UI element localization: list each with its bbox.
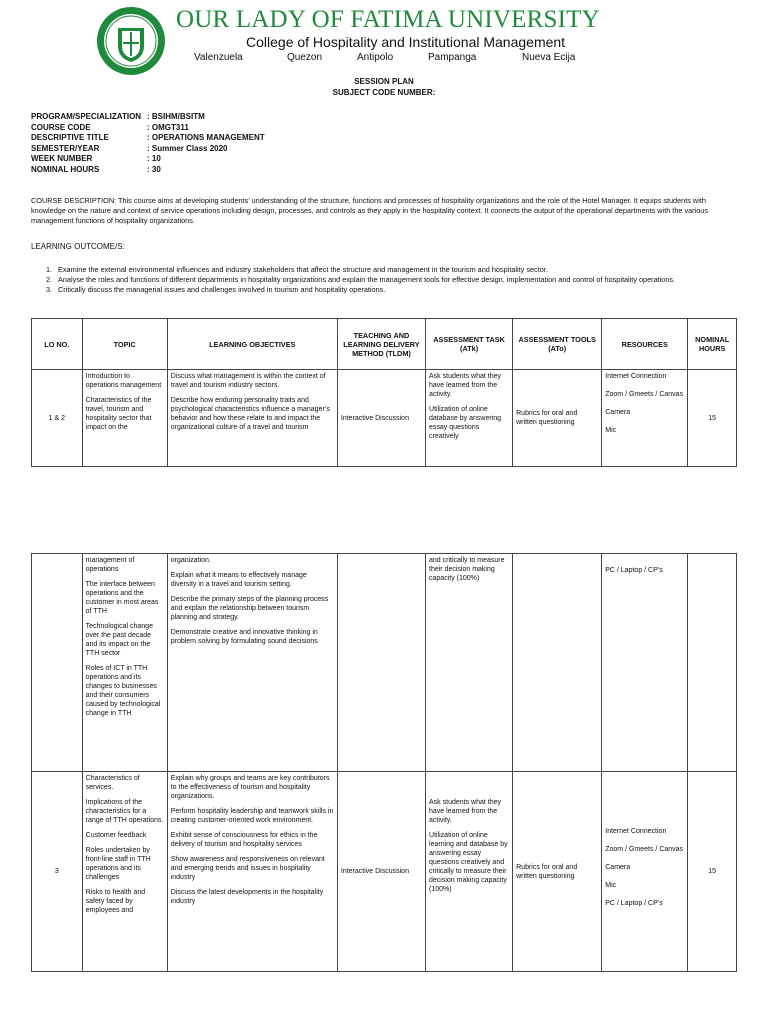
table-row [32, 772, 737, 972]
resources-cell [602, 772, 688, 972]
topic-item: Customer feedback [85, 832, 147, 839]
campus-pampanga: Pampanga [428, 52, 477, 63]
task-item: Ask students what they have learned from the activity. [429, 799, 501, 824]
task-item: and critically to measure their decision making capacity (100%) [429, 557, 505, 582]
campus-valenzuela: Valenzuela [194, 52, 243, 63]
resource-item: Zoom / Gmeets / Canvas [605, 391, 684, 398]
meta-value: : OPERATIONS MANAGEMENT [147, 133, 265, 142]
meta-value: : Summer Class 2020 [147, 143, 228, 153]
col-header-topic: TOPIC [82, 319, 167, 370]
resource-item: Mic [605, 427, 617, 434]
meta-key: NOMINAL HOURS [31, 164, 100, 174]
resource-item: Internet Connection [605, 373, 667, 380]
objective-item: Show awareness and responsiveness on relevant and emerging trends and issues in hospitality industry [170, 856, 325, 881]
meta-row [31, 112, 265, 123]
lo-number: 3 [32, 772, 83, 972]
resource-item: Camera [605, 863, 631, 871]
lo-number [32, 554, 83, 772]
tools-cell [513, 554, 602, 772]
course-meta [31, 112, 265, 175]
table-header-row [32, 319, 737, 370]
meta-row [31, 144, 265, 155]
objectives-cell [167, 370, 337, 467]
objectives-cell [167, 554, 337, 772]
topic-cell [82, 370, 167, 467]
list-number: 2. [46, 275, 53, 284]
col-header-task: ASSESSMENT TASK (ATk) [426, 319, 513, 370]
resources-cell [602, 370, 688, 467]
objective-item: Perform hospitality leadership and teamwork skills in creating customer-oriented work environment. [170, 808, 334, 824]
table-row [32, 370, 737, 467]
list-item [46, 275, 736, 285]
campus-antipolo: Antipolo [357, 52, 394, 63]
topic-item: Implications of the characteristics for a range of TTH operations. [85, 799, 164, 824]
topic-item: Risks to health and safety faced by employees and [85, 889, 146, 914]
hours-cell [688, 554, 737, 772]
learning-outcomes-title: LEARNING OUTCOME/S: [31, 242, 125, 251]
college-name: College of Hospitality and Institutional Management [246, 34, 566, 50]
topic-item: The interface between operations and the customer in most areas of TTH [85, 581, 159, 615]
learning-outcomes-list [46, 265, 736, 295]
outcome-text: Examine the external environmental influences and industry stakeholders that affect the structure and management in the tourism and hospitality sector. [58, 265, 548, 274]
topic-item: Characteristics of services. [85, 775, 140, 791]
tldm-cell: Interactive Discussion [337, 772, 425, 972]
outcome-text: Analyse the roles and functions of different departments in hospitality organizations and explain the management tools for effective design, implementation and control of hospitality operations. [58, 275, 676, 284]
topic-cell [82, 554, 167, 772]
tldm-cell [337, 554, 425, 772]
resources-cell [602, 554, 688, 772]
meta-value: : 10 [147, 154, 161, 163]
meta-key: WEEK NUMBER [31, 154, 93, 163]
tldm-cell: Interactive Discussion [337, 370, 425, 467]
col-header-resources: RESOURCES [602, 319, 688, 370]
objective-item: Exhibit sense of consciousness for ethics in the delivery of tourism and hospitality services [170, 832, 318, 848]
objective-item: Explain what it means to effectively manage diversity in a travel and tourism setting. [170, 572, 307, 588]
meta-key: DESCRIPTIVE TITLE [31, 133, 109, 142]
topic-cell [82, 772, 167, 972]
resource-item: Internet Connection [605, 827, 667, 835]
objective-item: Discuss what management is within the context of travel and tourism industry sectors. [170, 373, 326, 389]
topic-item: Characteristics of the travel, tourism and hospitality sector that impact on the [85, 397, 152, 431]
meta-key: COURSE CODE [31, 122, 91, 132]
task-item: Utilization of online database by answering essay questions creatively [429, 406, 502, 440]
col-header-hours: NOMINAL HOURS [688, 319, 737, 370]
list-number: 3. [46, 285, 53, 294]
task-item: Utilization of online learning and database by answering essay questions creatively and critically to measure their decision making capacity (100%) [429, 832, 508, 893]
meta-row [31, 123, 265, 134]
task-cell [426, 554, 513, 772]
session-plan-table-top [31, 318, 737, 467]
col-header-lo: LO NO. [32, 319, 83, 370]
meta-row [31, 154, 265, 165]
hours-cell: 15 [688, 370, 737, 467]
topic-item: Introduction to operations management [85, 373, 162, 389]
session-plan-table-bottom [31, 553, 737, 972]
course-description: COURSE DESCRIPTION: This course aims at developing students’ understanding of the structure, functions and processes of hospitality organizations and the role of the Hotel Manager. It equips students with knowledge on the nature and context of service operations including design, processes, and controls as they apply in the hospitality context. It connects the output of the operational departments with the various management functions of hospitality organizations. [31, 196, 708, 225]
resource-item: PC / Laptop / CP’s [605, 567, 663, 574]
tools-cell: Rubrics for oral and written questioning [513, 772, 602, 972]
tools-cell: Rubrics for oral and written questioning [513, 370, 602, 467]
objective-item: organization. [170, 557, 211, 564]
objective-item: Describe the primary steps of the planning process and explain the relationship between tourism planning and strategy. [170, 596, 329, 621]
meta-key: SEMESTER/YEAR [31, 143, 100, 153]
topic-item: Roles of ICT in TTH operations and its changes to businesses and their consumers caused by technological change in TTH [85, 665, 161, 717]
meta-row [31, 133, 265, 144]
objective-item: Demonstrate creative and innovative thinking in problem solving by formulating sound decisions [170, 629, 318, 645]
hours-cell: 15 [688, 772, 737, 972]
resource-item: Zoom / Gmeets / Canvas [605, 845, 684, 853]
objective-item: Describe how enduring personality traits and psychological characteristics influence a manager’s behavior and how these relate to and impact the organizational culture of a travel and tourism [170, 397, 330, 431]
campus-nueva-ecija: Nueva Ecija [522, 52, 576, 63]
campus-quezon: Quezon [287, 52, 323, 63]
list-number: 1. [46, 265, 53, 274]
document-subtitle: SUBJECT CODE NUMBER: [332, 88, 436, 97]
document-title: SESSION PLAN [354, 77, 414, 86]
list-item [46, 285, 736, 295]
meta-value: : OMGT311 [147, 122, 189, 132]
university-seal-icon [96, 6, 166, 76]
table-row [32, 554, 737, 772]
resource-item: PC / Laptop / CP’s [605, 899, 663, 907]
outcome-text: Critically discuss the managerial issues and challenges involved in tourism and hospitality operations. [58, 285, 386, 294]
university-name: OUR LADY OF FATIMA UNIVERSITY [176, 6, 600, 33]
lo-number: 1 & 2 [32, 370, 83, 467]
meta-value: : 30 [147, 164, 161, 174]
col-header-objectives: LEARNING OBJECTIVES [167, 319, 337, 370]
resource-item: Mic [605, 881, 617, 889]
resource-item: Camera [605, 409, 631, 416]
meta-row [31, 165, 265, 176]
task-item: Ask students what they have learned from the activity. [429, 373, 501, 398]
objectives-cell [167, 772, 337, 972]
objective-item: Explain why groups and teams are key contributors to the effectiveness of tourism and hospitality organizations. [170, 775, 330, 800]
objective-item: Discuss the latest developments in the hospitality industry [170, 889, 324, 905]
topic-item: Roles undertaken by front-line staff in TTH operations and its challenges [85, 847, 151, 881]
list-item [46, 265, 736, 275]
meta-key: PROGRAM/SPECIALIZATION [31, 112, 142, 121]
topic-item: Technological change over the past decade and its impact on the TTH sector [85, 623, 153, 657]
task-cell [426, 772, 513, 972]
col-header-tools: ASSESSMENT TOOLS (ATo) [513, 319, 602, 370]
col-header-tldm: TEACHING AND LEARNING DELIVERY METHOD (TLDM) [337, 319, 425, 370]
topic-item: management of operations [85, 557, 135, 573]
meta-value: : BSIHM/BSITM [147, 112, 205, 121]
task-cell [426, 370, 513, 467]
